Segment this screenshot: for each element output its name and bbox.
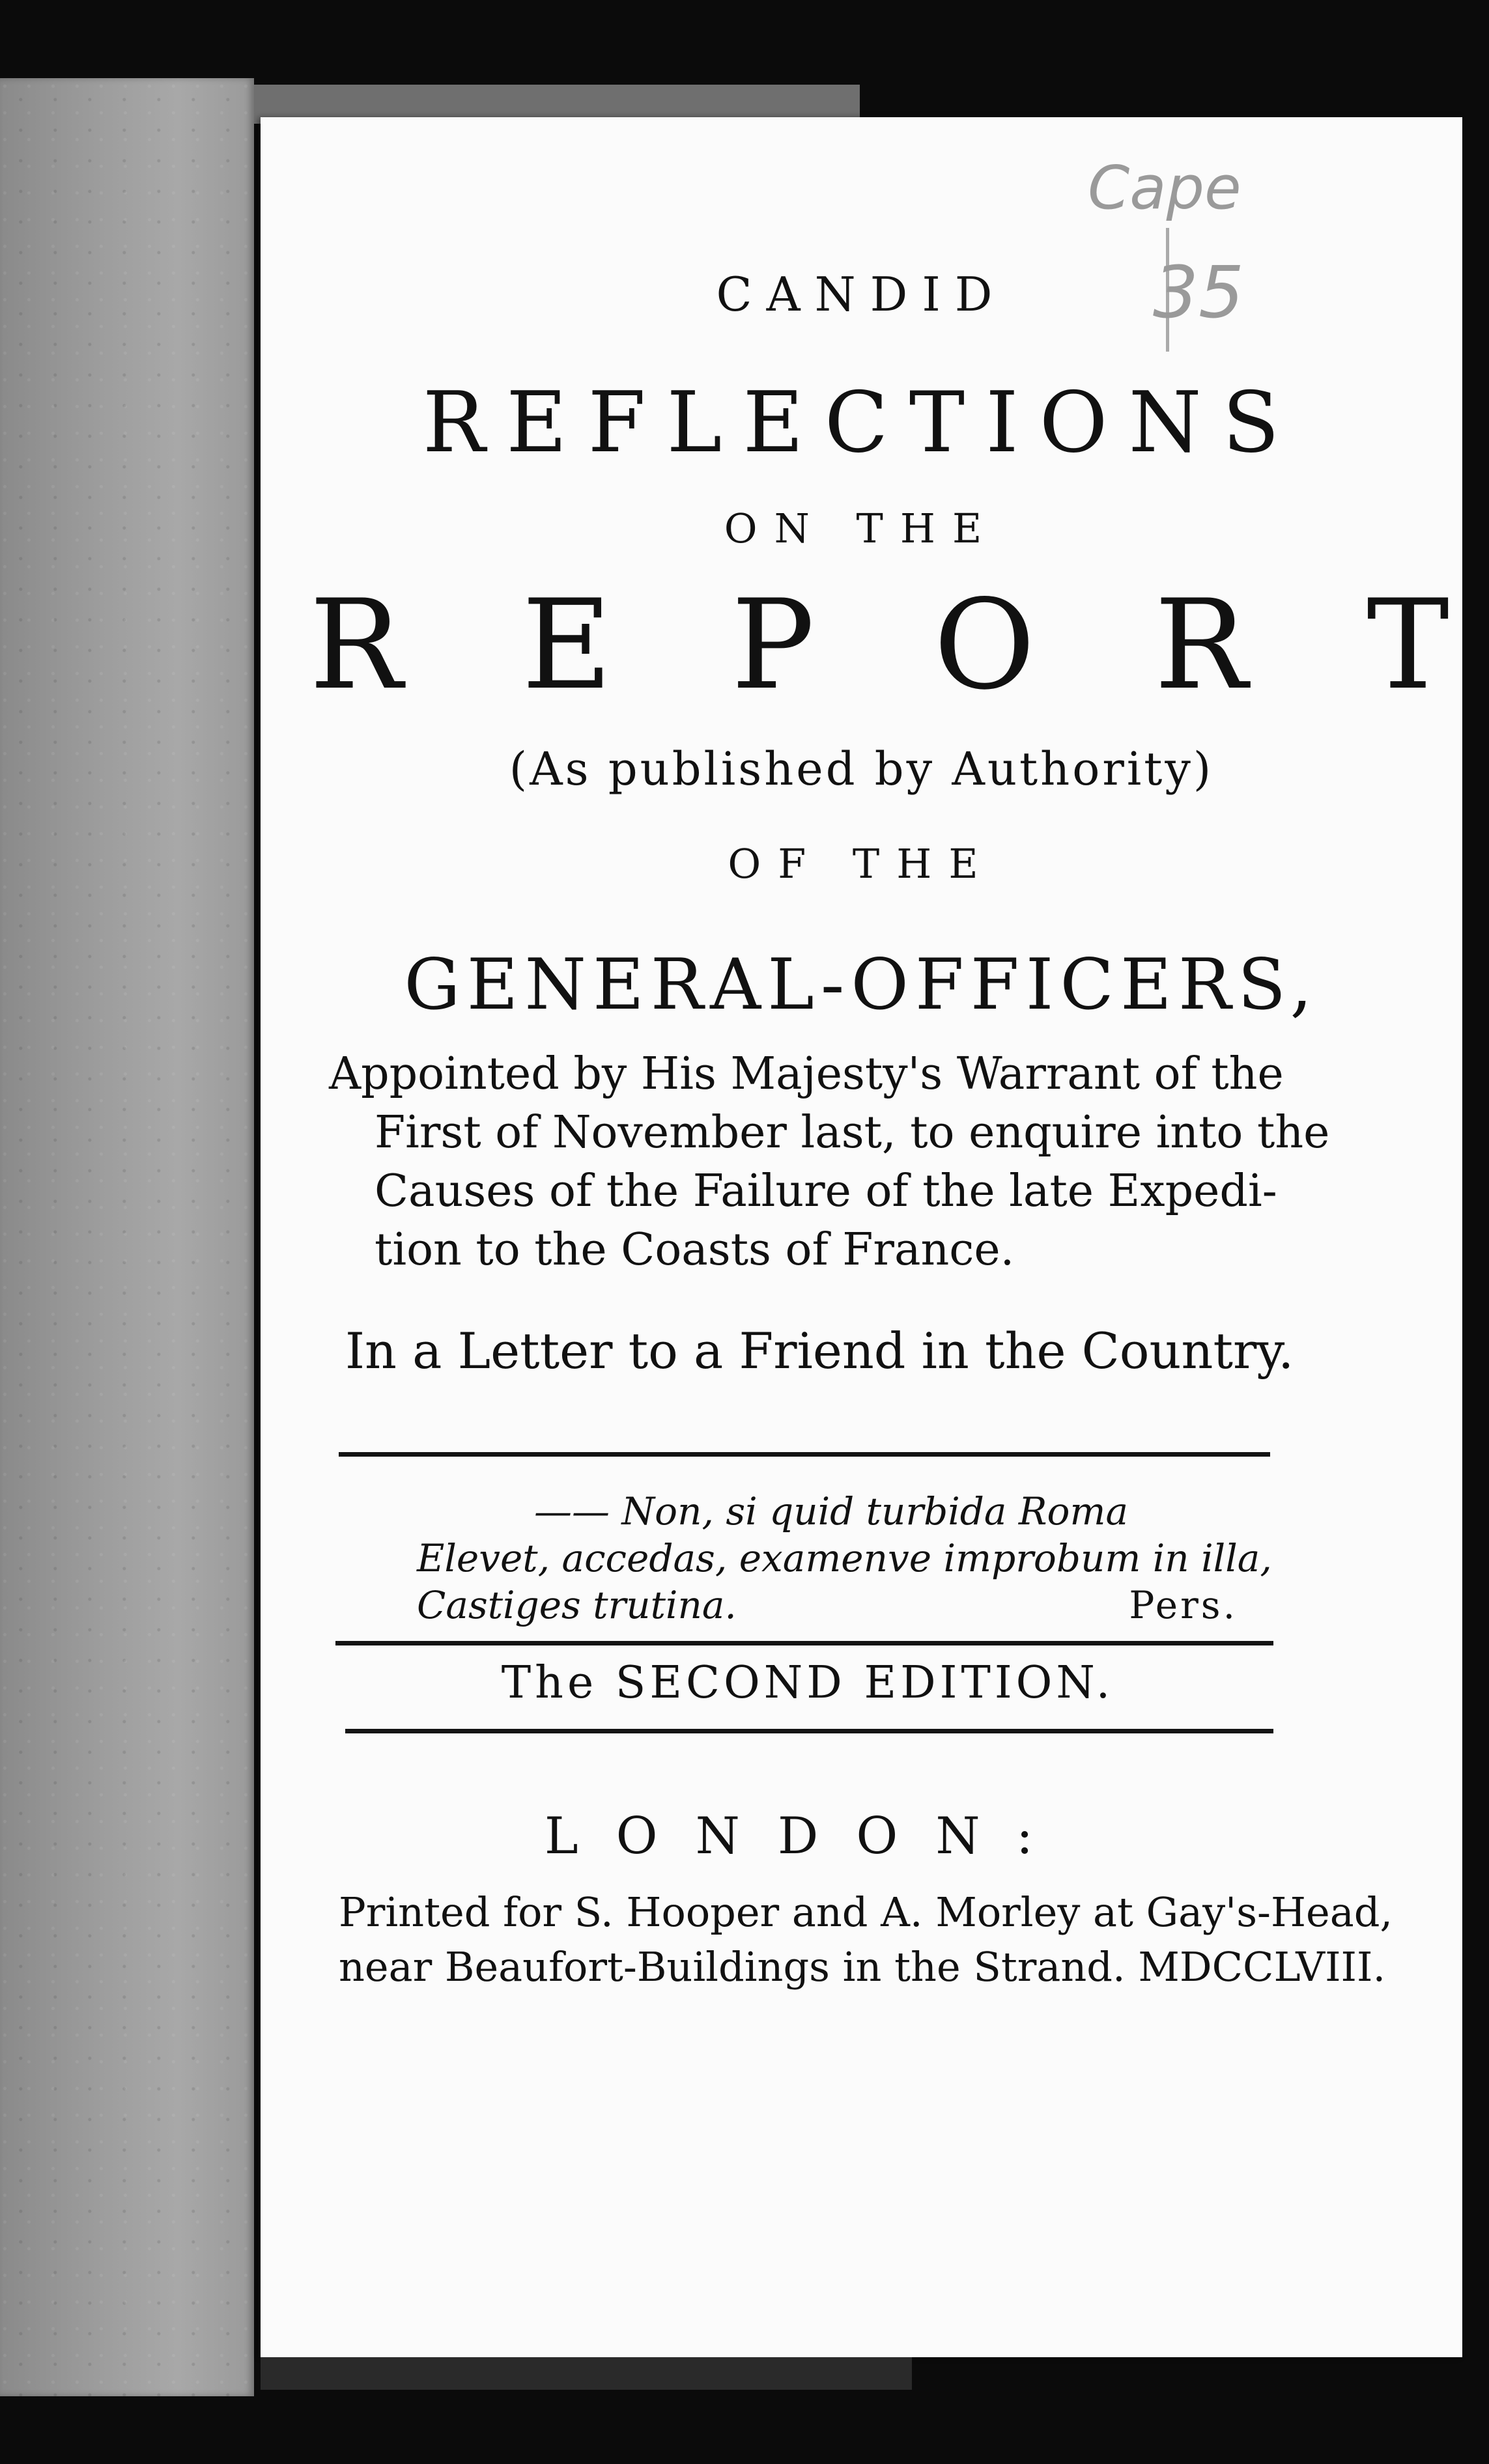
epigraph-attribution: Pers. [1129, 1583, 1238, 1627]
title-page [261, 117, 1462, 2357]
title-line-reflections: REFLECTIONS [422, 374, 1301, 471]
paragraph-line: Appointed by His Majesty's Warrant of the [329, 1048, 1284, 1100]
cover-board [0, 78, 254, 2396]
horizontal-rule [345, 1729, 1273, 1733]
title-line-candid: CANDID [716, 267, 1007, 322]
imprint [339, 1885, 1393, 1995]
epigraph-last-line [417, 1582, 1238, 1629]
epigraph [417, 1488, 1272, 1629]
paragraph-line: Causes of the Failure of the late Expedi- [375, 1166, 1277, 1217]
report-letter: P [731, 573, 815, 717]
title-line-on-the: ON THE [724, 505, 999, 552]
epigraph-line: Castiges trutina. [417, 1583, 737, 1627]
paragraph-line: tion to the Coasts of France. [375, 1224, 1015, 1276]
edition-line: The SECOND EDITION. [501, 1657, 1114, 1709]
report-letter: R [309, 573, 403, 717]
margin-annotation-1: Cape [1088, 153, 1241, 223]
bottom-edge-strip [261, 2357, 912, 2390]
epigraph-line: —— Non, si quid turbida Roma [534, 1489, 1129, 1533]
title-line-general-officers: GENERAL-OFFICERS, [404, 944, 1319, 1026]
imprint-line: near Beaufort-Buildings in the Strand. MDCCLVIII. [339, 1943, 1386, 1991]
letter-line: In a Letter to a Friend in the Country. [345, 1322, 1294, 1380]
imprint-city: LONDON: [544, 1807, 1071, 1866]
horizontal-rule [339, 1452, 1270, 1457]
report-letter: R [1154, 573, 1248, 717]
report-letter: T [1367, 573, 1449, 717]
title-line-report [309, 573, 1449, 717]
authority-line: (As published by Authority) [509, 742, 1214, 796]
description-paragraph [329, 1045, 1330, 1280]
horizontal-rule [335, 1641, 1273, 1645]
paragraph-line: First of November last, to enquire into the [375, 1107, 1330, 1158]
board-texture [0, 78, 254, 2396]
margin-annotation-2: 35 [1153, 251, 1244, 334]
imprint-line: Printed for S. Hooper and A. Morley at Gay's-Head, [339, 1888, 1393, 1936]
report-letter: O [933, 573, 1036, 717]
report-letter: E [522, 573, 612, 717]
epigraph-line: Elevet, accedas, examenve improbum in illa, [417, 1536, 1272, 1580]
title-line-of-the: OF THE [728, 840, 995, 888]
